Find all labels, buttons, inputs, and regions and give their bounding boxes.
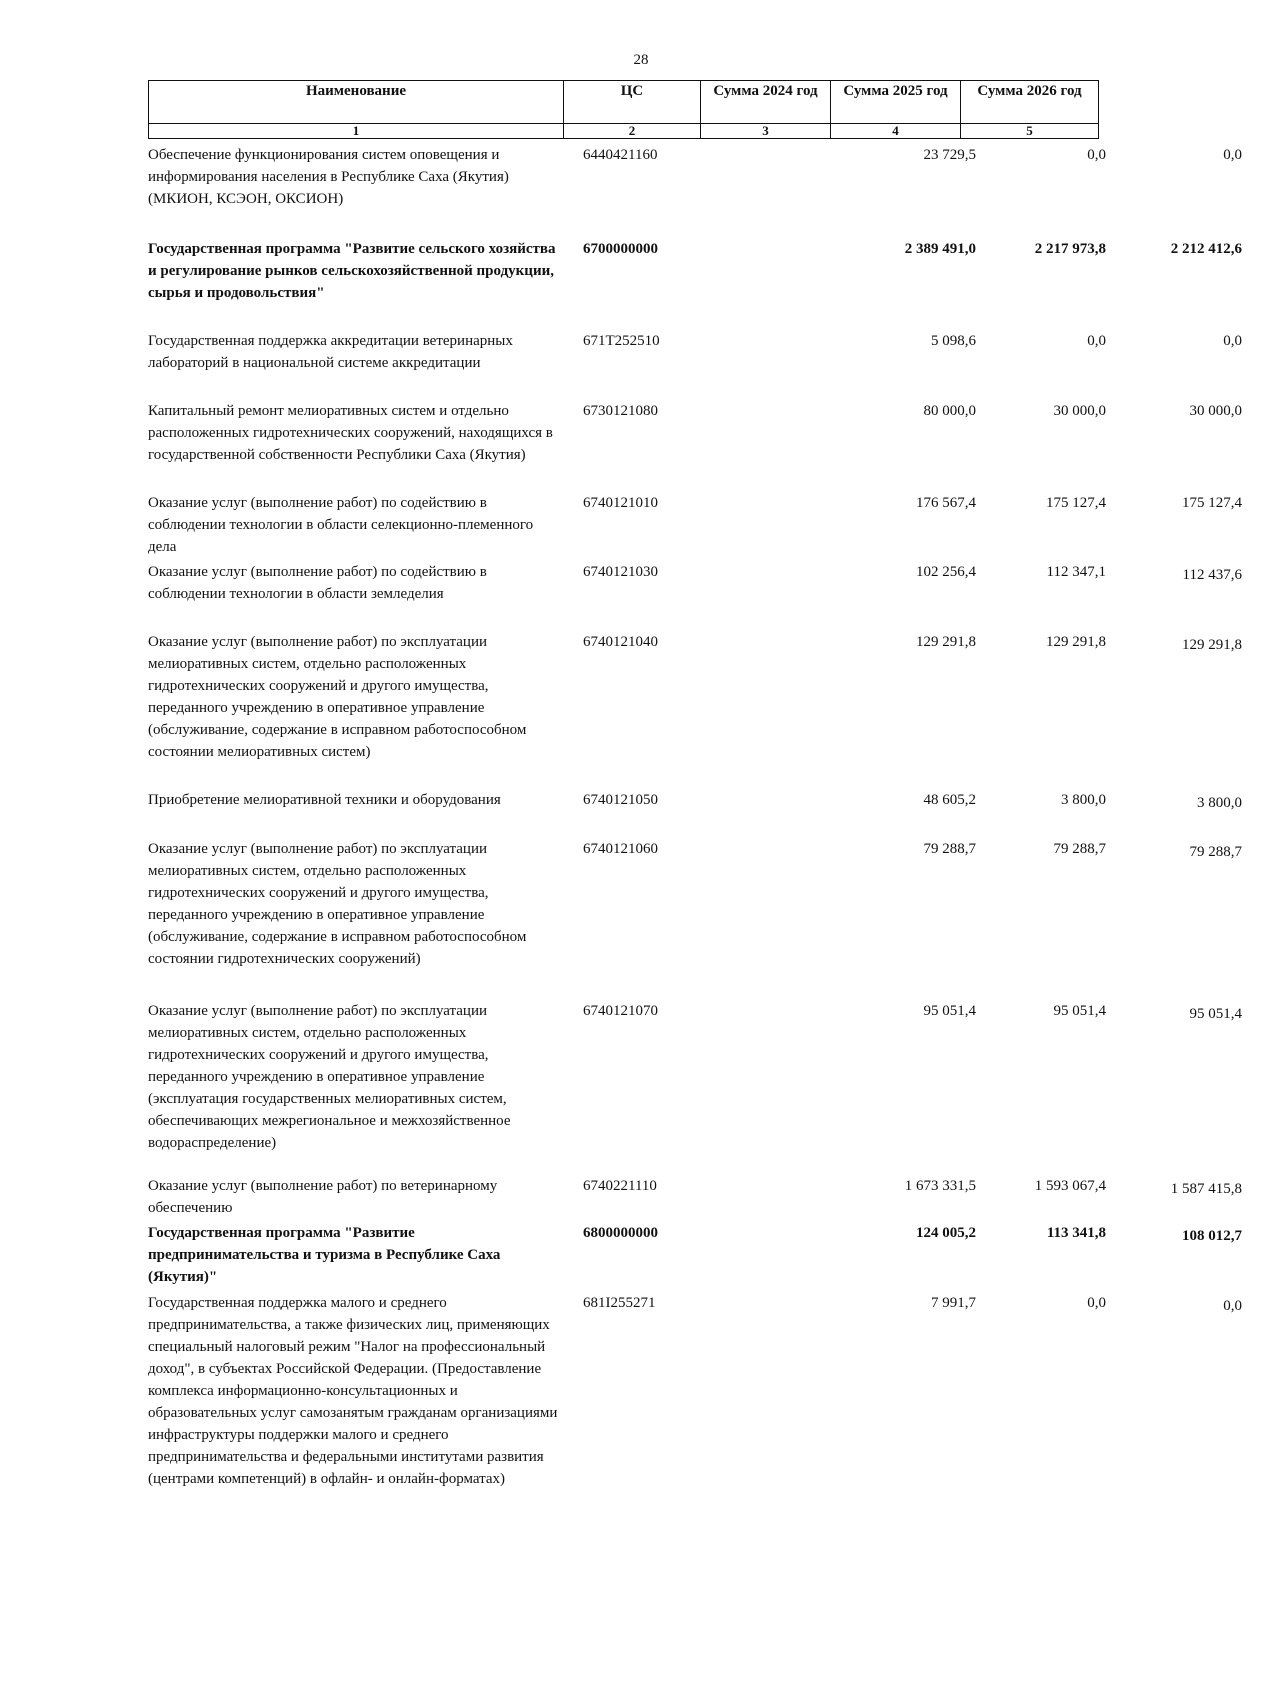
- row-code: 6700000000: [583, 241, 658, 257]
- row-value-2025: 113 341,8: [1046, 1225, 1106, 1241]
- row-name: Государственная поддержка аккредитации ветеринарных лабораторий в национальной системе аккредитации: [148, 333, 513, 371]
- row-value-2026: 79 288,7: [1189, 844, 1242, 860]
- row-code: 6440421160: [583, 147, 658, 163]
- header-2025: Сумма 2025 год: [831, 81, 961, 124]
- row-name: Государственная программа "Развитие сельского хозяйства и регулирование рынков сельскохозяйственной продукции, сырья и продовольствия": [148, 241, 556, 301]
- row-code: 6740121010: [583, 495, 658, 511]
- col-number-2: 2: [564, 124, 701, 139]
- row-name: Оказание услуг (выполнение работ) по содействию в соблюдении технологии в области селекционно-племенного дела: [148, 495, 534, 555]
- row-value-2026: 129 291,8: [1182, 637, 1242, 653]
- row-value-2025: 0,0: [1087, 1295, 1106, 1311]
- row-name: Государственная программа "Развитие предпринимательства и туризма в Республике Саха (Якутия)": [148, 1225, 501, 1285]
- row-name: Оказание услуг (выполнение работ) по эксплуатации мелиоративных систем, отдельно расположенных гидротехнических сооружений и другого имущества, переданного учреждению в оперативное управление (эксплуатация государственных мелиоративных систем, обеспечивающих межрегиональное и межхозяйственное водораспределение): [148, 1003, 511, 1151]
- row-value-2025: 129 291,8: [1046, 634, 1106, 650]
- row-value-2026: 3 800,0: [1197, 795, 1242, 811]
- row-value-2025: 95 051,4: [1053, 1003, 1106, 1019]
- header-name: Наименование: [149, 81, 564, 124]
- row-value-2025: 0,0: [1087, 333, 1106, 349]
- row-name: Оказание услуг (выполнение работ) по эксплуатации мелиоративных систем, отдельно расположенных гидротехнических сооружений и другого имущества, переданного учреждению в оперативное управление (обслуживание, содержание в исправном работоспособном состоянии гидротехнических сооружений): [148, 841, 527, 967]
- col-number-3: 3: [701, 124, 831, 139]
- row-name: Приобретение мелиоративной техники и оборудования: [148, 792, 501, 808]
- row-code: 6800000000: [583, 1225, 658, 1241]
- row-value-2025: 79 288,7: [1053, 841, 1106, 857]
- row-value-2024: 79 288,7: [923, 841, 976, 857]
- row-name: Государственная поддержка малого и среднего предпринимательства, а также физических лиц, применяющих специальный налоговый режим "Налог на профессиональный доход", в субъектах Российской Федерации. (Предоставление комплекса информационно-консультационных и образовательных услуг самозанятым гражданам организациями инфраструктуры поддержки малого и среднего предпринимательства и федеральными институтами развития (центрами компетенций) в офлайн- и онлайн-форматах): [148, 1295, 558, 1487]
- row-value-2024: 5 098,6: [931, 333, 976, 349]
- row-value-2026: 1 587 415,8: [1170, 1181, 1242, 1197]
- header-code: ЦС: [564, 81, 701, 124]
- row-value-2026: 0,0: [1223, 1298, 1242, 1314]
- row-value-2024: 80 000,0: [923, 403, 976, 419]
- row-code: 6740121040: [583, 634, 658, 650]
- row-value-2026: 0,0: [1223, 333, 1242, 349]
- header-2024: Сумма 2024 год: [701, 81, 831, 124]
- row-value-2025: 30 000,0: [1053, 403, 1106, 419]
- row-value-2024: 48 605,2: [923, 792, 976, 808]
- row-value-2025: 0,0: [1087, 147, 1106, 163]
- row-code: 6740121060: [583, 841, 658, 857]
- row-code: 6740121070: [583, 1003, 658, 1019]
- row-value-2026: 175 127,4: [1182, 495, 1242, 511]
- row-value-2024: 124 005,2: [916, 1225, 976, 1241]
- col-number-1: 1: [149, 124, 564, 139]
- row-value-2025: 3 800,0: [1061, 792, 1106, 808]
- row-value-2026: 30 000,0: [1189, 403, 1242, 419]
- row-value-2026: 2 212 412,6: [1170, 241, 1242, 257]
- row-name: Капитальный ремонт мелиоративных систем и отдельно расположенных гидротехнических сооружений, находящихся в государственной собственности Республики Саха (Якутия): [148, 403, 553, 463]
- row-code: 6740121050: [583, 792, 658, 808]
- row-code: 6740221110: [583, 1178, 657, 1194]
- row-name: Обеспечение функционирования систем оповещения и информирования населения в Республике Саха (Якутия) (МКИОН, КСЭОН, ОКСИОН): [148, 147, 509, 207]
- table-header: [148, 80, 1099, 139]
- row-name: Оказание услуг (выполнение работ) по содействию в соблюдении технологии в области земледелия: [148, 564, 487, 602]
- row-value-2024: 2 389 491,0: [904, 241, 976, 257]
- header-2026: Сумма 2026 год: [961, 81, 1099, 124]
- row-code: 671Т252510: [583, 333, 660, 349]
- row-value-2024: 1 673 331,5: [904, 1178, 976, 1194]
- row-value-2024: 7 991,7: [931, 1295, 976, 1311]
- row-value-2024: 23 729,5: [923, 147, 976, 163]
- row-name: Оказание услуг (выполнение работ) по ветеринарному обеспечению: [148, 1178, 498, 1216]
- row-value-2024: 95 051,4: [923, 1003, 976, 1019]
- col-number-5: 5: [961, 124, 1099, 139]
- row-value-2026: 0,0: [1223, 147, 1242, 163]
- col-number-4: 4: [831, 124, 961, 139]
- row-value-2024: 129 291,8: [916, 634, 976, 650]
- row-value-2025: 112 347,1: [1046, 564, 1106, 580]
- row-value-2026: 108 012,7: [1182, 1228, 1242, 1244]
- page-number: 28: [633, 52, 649, 68]
- row-value-2025: 175 127,4: [1046, 495, 1106, 511]
- row-code: 6730121080: [583, 403, 658, 419]
- row-name: Оказание услуг (выполнение работ) по эксплуатации мелиоративных систем, отдельно расположенных гидротехнических сооружений и другого имущества, переданного учреждению в оперативное управление (обслуживание, содержание в исправном работоспособном состоянии мелиоративных систем): [148, 634, 527, 760]
- row-value-2025: 2 217 973,8: [1034, 241, 1106, 257]
- row-code: 6740121030: [583, 564, 658, 580]
- row-code: 681I255271: [583, 1295, 656, 1311]
- row-value-2025: 1 593 067,4: [1034, 1178, 1106, 1194]
- row-value-2024: 102 256,4: [916, 564, 976, 580]
- row-value-2024: 176 567,4: [916, 495, 976, 511]
- row-value-2026: 112 437,6: [1182, 567, 1242, 583]
- row-value-2026: 95 051,4: [1189, 1006, 1242, 1022]
